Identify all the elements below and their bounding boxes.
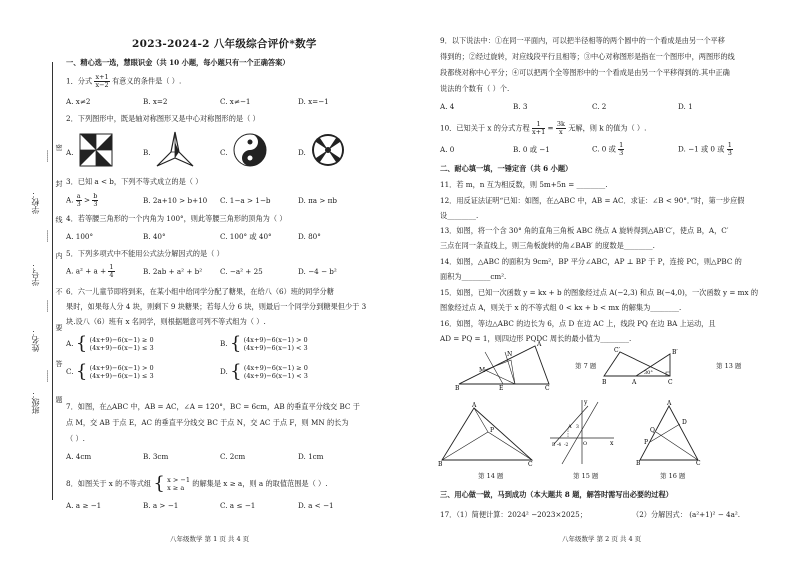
q1-tail: 有意义的条件是（ ）.	[111, 76, 182, 86]
q5-option-a	[66, 264, 115, 279]
label-c: C	[668, 379, 673, 386]
q6-a-l1: (4x+9)−6(x−1) ≥ 0	[89, 336, 154, 344]
q6-line-1: 6．六一儿童节即将到来，在某小组中给同学分配了糖果，在给八（6）班的同学分糖	[66, 287, 334, 296]
q10-f1-num: 1	[532, 121, 545, 129]
q10-d-den: 3	[727, 149, 732, 157]
q3-option-d: D. πa > πb	[298, 196, 338, 205]
q1-stem: 1．分式	[66, 76, 93, 86]
q8-l2: x ≥ a	[167, 484, 185, 492]
q3-a-num1: a	[76, 192, 81, 200]
q1-option-b: B. x=2	[143, 97, 168, 106]
q6-c-l1: (4x+9)−6(x−1) > 0	[89, 364, 154, 372]
q4-option-a: A. 100°	[66, 232, 94, 241]
q6-b-l2: (4x+9)−6(x−1) < 3	[243, 344, 308, 352]
q10-f2-den: x	[559, 128, 563, 136]
label-b: B	[455, 385, 460, 392]
label-a: A	[472, 402, 477, 409]
q10-option-a: A. 0	[440, 145, 455, 154]
q16-line-2: AD = PQ = 1，则四边形 PQDC 周长的最小值为________.	[440, 334, 632, 343]
q1-fraction	[94, 74, 109, 89]
q9-option-c: C. 2	[592, 102, 607, 111]
q4-option-c: C. 100° 或 40°	[220, 232, 272, 241]
sidebar-label-id: 学号：	[31, 262, 40, 286]
q1-frac-num: x+1	[95, 73, 109, 81]
q10-post: 无解，则 k 的值为（ ）.	[568, 123, 647, 133]
question-10	[440, 121, 646, 136]
q6-c-label: C.	[66, 367, 74, 376]
question-4: 4．若等腰三角形的一个内角为 100°，则此等腰三角形的顶角为（ ）	[66, 214, 287, 223]
sidebar-dash: ------	[44, 370, 51, 383]
footer-right: 八年级数学 第 2 页 共 4 页	[562, 535, 642, 543]
label-m: M	[479, 367, 486, 374]
q7-option-d: D. 1cm	[298, 452, 324, 461]
q7-line-2: 点 M，交 AB 于点 E，AC 的垂直平分线交 BC 于点 N，交 AC 于点 F，则 MN 的长为	[66, 418, 349, 427]
q8-l1: x > −1	[167, 476, 190, 484]
q10-frac1	[532, 121, 545, 136]
q10-c-pre: C. 0 或	[592, 144, 616, 154]
seal-word: 封	[55, 180, 63, 188]
q10-option-d	[678, 142, 733, 157]
label-b: B	[438, 461, 443, 466]
question-2: 2．下列图形中，既是轴对称图形又是中心对称图形的是（ ）	[66, 114, 260, 123]
q6-d-l2: (4x+9)−6(x−1) < 3	[243, 372, 308, 380]
sidebar-dash: ------	[44, 150, 51, 163]
sidebar-label-school: 学校：	[31, 190, 40, 214]
q9-line-1: 9．以下说法中：①在同一平面内，可以把半径相等的两个圆中的一个看成是由另一个平移	[440, 36, 725, 45]
q8-post: 的解集是 x ≥ a，则 a 的取值范围是（ ）.	[192, 479, 328, 488]
q12-line-2: 设________.	[440, 211, 479, 220]
seal-word: 题	[55, 396, 63, 404]
q16-line-1: 16．如图，等边△ABC 的边长为 6，点 D 在边 AC 上，线段 PQ 在边 BA 上运动，且	[440, 319, 716, 328]
label-c: C	[528, 461, 533, 466]
sidebar-label-name: 姓名：	[31, 328, 40, 352]
label-y: y	[584, 399, 588, 406]
q7-option-b: B. 3cm	[143, 452, 169, 461]
label-p: P	[490, 427, 495, 434]
q1-option-d: D. x=−1	[298, 97, 329, 106]
label-b: B	[636, 460, 641, 466]
label-p: P	[644, 439, 649, 446]
q7-option-c: C. 2cm	[220, 452, 246, 461]
q3-a-frac1	[76, 193, 82, 208]
q8-system	[167, 476, 190, 492]
four-petal-figure	[310, 132, 346, 168]
q5-a-pre: A. a² + a +	[66, 266, 109, 276]
q6-c-l2: (4x+9)−6(x−1) ≤ 3	[89, 372, 154, 380]
q10-d-num: 1	[727, 141, 732, 149]
label-n: N	[507, 351, 513, 358]
q6-b-system	[244, 336, 308, 352]
q3-a-frac2	[92, 193, 98, 208]
q9-line-4: 说法的个数有（ ）个.	[440, 84, 510, 93]
q4-option-b: B. 40°	[143, 232, 166, 241]
q13-line-2: 三点在同一条直线上，则三角板旋转的角∠BAB′ 的度数是________.	[440, 241, 655, 250]
q8-pre: 8．如图关于 x 的不等式组	[66, 479, 152, 488]
q3-a-den1: 3	[76, 200, 81, 208]
q6-option-c	[66, 363, 154, 381]
label-b: B	[602, 379, 607, 386]
q6-b-label: B.	[220, 339, 228, 348]
seal-words	[55, 130, 63, 418]
q10-c-frac	[618, 142, 624, 157]
caption-q14: 第 14 题	[478, 472, 504, 480]
label-a: A	[667, 400, 672, 407]
figure-q16	[636, 400, 702, 466]
q17-expr: (a²+1)² − 4a².	[689, 510, 741, 519]
q9-option-b: B. 3	[513, 102, 528, 111]
q15-line-1: 15．如图，已知一次函数 y = kx + b 的图象经过点 A(−2,3) 和点 B(−4,0)，一次函数 y = mx 的	[440, 288, 759, 297]
q14-line-2: 面积为________cm².	[440, 272, 507, 281]
q10-option-b: B. 0 或 −1	[513, 145, 550, 154]
brace-symbol: {	[75, 333, 88, 354]
q5-a-den: 4	[109, 271, 114, 279]
q7-line-1: 7．如图，在△ABC 中，AB = AC，∠A = 120°，BC = 6cm，AB 的垂直平分线交 BC 于	[66, 402, 360, 411]
sidebar-label-class: 班级：	[31, 390, 40, 414]
q2-option-c: C.	[220, 148, 228, 157]
q3-option-a	[66, 193, 98, 208]
q10-option-c	[592, 142, 624, 157]
seal-word: 不	[55, 288, 63, 296]
pinwheel-figure	[78, 132, 114, 168]
caption-q13: 第 13 题	[716, 362, 742, 370]
label-bprime: B′	[672, 349, 678, 356]
section-1-header: 一、精心选一选，慧眼识金（共 10 小题，每小题只有一个正确答案）	[66, 58, 290, 67]
q1-option-c: C. x≠−1	[220, 97, 251, 106]
q3-a-den2: 3	[93, 200, 98, 208]
q8-option-b: B. a > −1	[143, 501, 179, 510]
q14-line-1: 14．如图，△ABC 的面积为 9cm²，BP 平分∠ABC，AP ⊥ BP 于 P，连接 PC，则△PBC 的	[440, 257, 742, 266]
q6-d-label: D.	[220, 367, 228, 376]
q6-a-l2: (4x+9)−6(x−1) ≤ 3	[89, 344, 154, 352]
q10-eq: =	[547, 123, 554, 133]
seal-word: 要	[55, 324, 63, 332]
q10-frac2	[556, 121, 566, 136]
q6-d-system	[244, 364, 308, 380]
sidebar-dash: ------	[44, 230, 51, 243]
q10-f1-den: x+1	[531, 128, 546, 136]
label-x: x	[610, 440, 614, 447]
q17-pre: 17．（1）简便计算：2024² −2023×2025；	[440, 510, 587, 519]
label-d: D	[682, 419, 687, 426]
q10-c-den: 3	[619, 149, 624, 157]
q6-line-2: 果时，如果每人分 4 块，则剩下 9 块糖果；若每人分 6 块，则最后一个同学分到糖果但少于 3	[66, 302, 367, 311]
q6-option-b	[220, 335, 308, 353]
section-3-header: 三、用心做一做，马到成功（本大题共 8 题，解答时需写出必要的过程）	[440, 490, 673, 499]
q17-part-2	[632, 510, 740, 519]
q3-option-c: C. 1−a > 1−b	[220, 196, 271, 205]
triangle-star-figure	[155, 130, 195, 170]
q6-option-d	[220, 363, 308, 381]
question-17	[440, 510, 587, 519]
label-cprime: C′	[614, 347, 620, 354]
page-title: 2023-2024-2 八年级综合评价*数学	[132, 38, 317, 50]
q17-mid: （2）分解因式：	[632, 510, 687, 519]
q5-a-frac	[108, 264, 114, 279]
question-5: 5．下列多项式中不能用公式法分解因式的是（ ）	[66, 249, 224, 258]
q10-d-frac	[727, 142, 733, 157]
caption-q15: 第 15 题	[573, 472, 599, 480]
caption-q7: 第 7 题	[575, 362, 597, 370]
q6-a-label: A.	[66, 339, 74, 348]
sidebar-dash: ------	[44, 300, 51, 313]
seal-word: 内	[55, 252, 63, 260]
q1-frac-den: x−2	[95, 81, 109, 89]
question-3: 3．已知 a < b，下列不等式成立的是（ ）	[66, 177, 203, 186]
q8-option-d: D. a < −1	[298, 501, 334, 510]
label-c: C	[545, 385, 550, 392]
yin-yang-figure	[232, 132, 268, 168]
q6-c-system	[90, 364, 154, 380]
label-3: 3	[576, 425, 579, 430]
q5-a-num: 1	[109, 263, 114, 271]
q13-line-1: 13．如图，将一个含 30° 角的直角三角板 ABC 绕点 A 旋转得到△AB′C′，使点 B，A，C′	[440, 226, 729, 235]
q3-option-b: B. 2a+10 > b+10	[143, 196, 208, 205]
q10-c-num: 1	[619, 141, 624, 149]
label-o: O	[583, 441, 588, 447]
q7-option-a: A. 4cm	[66, 452, 92, 461]
q12-line-1: 12．用反证法证明“已知：如图，在△ABC 中，AB = AC．求证：∠B < 90°．”时，第一步应假	[440, 196, 745, 205]
q2-option-a: A.	[66, 148, 74, 157]
q10-d-pre: D. −1 或 0 或	[678, 144, 725, 154]
q7-line-3: （ ）.	[66, 434, 85, 443]
label-e: E	[499, 385, 504, 392]
q2-option-d: D.	[298, 148, 306, 157]
footer-left: 八年级数学 第 1 页 共 4 页	[170, 535, 250, 543]
q9-option-a: A. 4	[440, 102, 455, 111]
q9-option-d: D. 1	[678, 102, 693, 111]
caption-q16: 第 16 题	[660, 472, 686, 480]
q3-a-gt: >	[83, 195, 90, 205]
label-a: A	[568, 424, 572, 430]
brace-symbol: {	[229, 333, 242, 354]
question-11: 11．若 m，n 互为相反数，则 5m+5n = ________.	[440, 180, 608, 189]
q5-option-d: D. −4 − b²	[298, 267, 337, 276]
label-angle: 30°	[644, 370, 653, 376]
label-neg2: -2	[564, 443, 569, 448]
label-a: A	[537, 341, 542, 348]
figure-q14	[438, 402, 538, 466]
figure-q7	[455, 340, 555, 392]
q6-d-l1: (4x+9)−6(x−1) ≥ 0	[243, 364, 308, 372]
q3-a-label: A.	[66, 195, 74, 205]
brace-symbol: {	[153, 473, 165, 494]
q3-a-num2: b	[93, 192, 98, 200]
question-1	[66, 74, 181, 89]
q5-option-c: C. −a² + 25	[220, 267, 263, 276]
q15-line-2: 图象经过点 A，则关于 x 的不等式组 0 < kx + b < mx 的解集为________.	[440, 303, 682, 312]
brace-symbol: {	[230, 361, 242, 382]
seal-word: 线	[55, 216, 63, 224]
figure-q13	[600, 346, 710, 386]
q10-pre: 10．已知关于 x 的分式方程	[440, 123, 530, 133]
label-c: C	[696, 460, 701, 466]
seal-word: 密	[55, 144, 63, 152]
label-b-neg4: B -4	[552, 443, 562, 448]
section-2-header: 二、耐心填一填，一锤定音（共 6 小题）	[440, 164, 573, 173]
q2-option-b: B.	[143, 148, 151, 157]
q1-option-a: A. x≠2	[66, 97, 91, 106]
seal-line	[52, 62, 53, 500]
q8-option-a: A. a ≥ −1	[66, 501, 102, 510]
label-a: A	[632, 379, 637, 386]
q9-line-3: 段都绕对称中心平分；④可以把两个全等图形中的一个看成是由另一个平移得到的.其中正确	[440, 68, 730, 77]
q6-option-a	[66, 335, 154, 353]
label-q: Q	[650, 427, 655, 434]
brace-symbol: {	[75, 361, 88, 382]
q6-a-system	[90, 336, 154, 352]
q4-option-d: D. 80°	[298, 232, 321, 241]
q9-line-2: 得到的；②经过旋转，对应线段平行且相等；③中心对称图形是指在一个图形中，两图形的线	[440, 52, 735, 61]
q10-f2-num: 3k	[556, 120, 565, 128]
q8-option-c: C. a ≤ −1	[220, 501, 256, 510]
seal-word: 答	[55, 360, 63, 368]
q5-option-b: B. 2ab + a² + b²	[143, 267, 203, 276]
question-8	[66, 475, 328, 493]
figure-q15	[548, 398, 616, 466]
q6-b-l1: (4x+9)−6(x−1) > 0	[243, 336, 308, 344]
q6-line-3: 块.设八（6）班有 x 名同学，则根据题意可列不等式组为（ ）.	[66, 317, 266, 326]
